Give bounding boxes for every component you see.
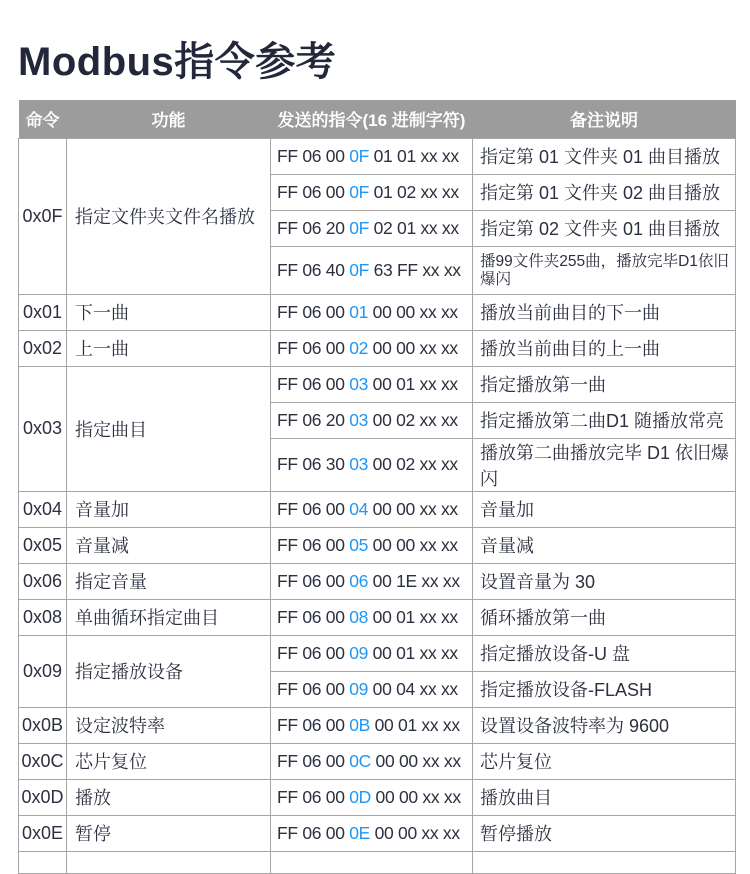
column-header-command: 命令 xyxy=(19,100,67,138)
table-row xyxy=(19,491,736,527)
hex-command-byte: 0F xyxy=(349,259,370,280)
hex-suffix: 00 00 xx xx xyxy=(370,822,460,843)
remarks-cell: 播放当前曲目的下一曲 xyxy=(473,294,736,330)
hex-command-cell xyxy=(271,527,473,563)
table-row xyxy=(19,527,736,563)
table-body xyxy=(19,138,736,873)
remarks-cell: 指定播放设备-FLASH xyxy=(473,671,736,707)
command-code-cell: 0x01 xyxy=(19,294,67,330)
remarks-cell: 播放第二曲播放完毕 D1 依旧爆闪 xyxy=(473,438,736,491)
function-cell: 上一曲 xyxy=(67,330,271,366)
hex-command-byte: 09 xyxy=(349,678,369,699)
hex-command-byte: 0D xyxy=(349,786,371,807)
command-code-cell: 0x0E xyxy=(19,815,67,851)
hex-prefix: FF 06 00 xyxy=(277,750,350,771)
command-code-cell: 0x03 xyxy=(19,366,67,491)
remarks-cell: 播99文件夹255曲，播放完毕D1依旧爆闪 xyxy=(473,246,736,294)
table-row xyxy=(19,138,736,174)
function-cell: 指定曲目 xyxy=(67,366,271,491)
hex-command-cell xyxy=(271,743,473,779)
hex-command-byte: 08 xyxy=(349,606,369,627)
command-code-cell: 0x0F xyxy=(19,138,67,294)
hex-prefix: FF 06 00 xyxy=(277,822,350,843)
hex-command-cell xyxy=(271,294,473,330)
table-row xyxy=(19,815,736,851)
hex-suffix: 63 FF xx xx xyxy=(369,259,461,280)
header-row xyxy=(19,100,736,138)
hex-command-byte: 0C xyxy=(349,750,371,771)
command-code-cell: 0x0B xyxy=(19,707,67,743)
hex-command-byte: 01 xyxy=(349,301,369,322)
empty-cell xyxy=(67,851,271,873)
table-row xyxy=(19,779,736,815)
hex-prefix: FF 06 00 xyxy=(277,337,350,358)
hex-suffix: 00 00 xx xx xyxy=(368,301,458,322)
table-header xyxy=(19,100,736,138)
column-header-remarks: 备注说明 xyxy=(473,100,736,138)
hex-prefix: FF 06 00 xyxy=(277,301,350,322)
hex-suffix: 00 04 xx xx xyxy=(368,678,458,699)
hex-command-byte: 03 xyxy=(349,409,369,430)
empty-cell xyxy=(473,851,736,873)
remarks-cell: 指定播放设备-U 盘 xyxy=(473,635,736,671)
table-row xyxy=(19,707,736,743)
function-cell: 播放 xyxy=(67,779,271,815)
function-cell: 下一曲 xyxy=(67,294,271,330)
hex-prefix: FF 06 00 xyxy=(277,642,350,663)
function-cell: 单曲循环指定曲目 xyxy=(67,599,271,635)
hex-prefix: FF 06 00 xyxy=(277,145,350,166)
hex-command-cell xyxy=(271,491,473,527)
table-row xyxy=(19,599,736,635)
hex-command-cell xyxy=(271,174,473,210)
hex-prefix: FF 06 00 xyxy=(277,181,350,202)
hex-suffix: 00 02 xx xx xyxy=(368,409,458,430)
remarks-cell: 暂停播放 xyxy=(473,815,736,851)
hex-command-cell xyxy=(271,635,473,671)
hex-command-cell xyxy=(271,815,473,851)
hex-command-cell xyxy=(271,707,473,743)
table-row xyxy=(19,635,736,671)
hex-command-cell xyxy=(271,438,473,491)
remarks-cell: 指定播放第二曲D1 随播放常亮 xyxy=(473,402,736,438)
hex-command-byte: 06 xyxy=(349,570,369,591)
partial-row xyxy=(19,851,736,873)
hex-prefix: FF 06 00 xyxy=(277,606,350,627)
command-code-cell: 0x09 xyxy=(19,635,67,707)
hex-command-cell xyxy=(271,671,473,707)
hex-command-byte: 09 xyxy=(349,642,369,663)
function-cell: 音量加 xyxy=(67,491,271,527)
hex-prefix: FF 06 40 xyxy=(277,259,350,280)
hex-suffix: 00 00 xx xx xyxy=(368,534,458,555)
hex-command-byte: 0F xyxy=(349,217,370,238)
function-cell: 指定音量 xyxy=(67,563,271,599)
hex-command-byte: 03 xyxy=(349,373,369,394)
function-cell: 芯片复位 xyxy=(67,743,271,779)
remarks-cell: 循环播放第一曲 xyxy=(473,599,736,635)
table-row xyxy=(19,366,736,402)
table-row xyxy=(19,563,736,599)
hex-prefix: FF 06 20 xyxy=(277,217,350,238)
command-code-cell: 0x04 xyxy=(19,491,67,527)
hex-prefix: FF 06 00 xyxy=(277,678,350,699)
hex-command-byte: 0F xyxy=(349,181,370,202)
remarks-cell: 设置音量为 30 xyxy=(473,563,736,599)
hex-command-cell xyxy=(271,402,473,438)
hex-command-byte: 0F xyxy=(349,145,370,166)
page-title: Modbus指令参考 xyxy=(18,40,337,84)
remarks-cell: 指定第 01 文件夹 02 曲目播放 xyxy=(473,174,736,210)
command-code-cell: 0x02 xyxy=(19,330,67,366)
remarks-cell: 指定播放第一曲 xyxy=(473,366,736,402)
empty-cell xyxy=(271,851,473,873)
modbus-command-table xyxy=(18,100,736,874)
hex-command-cell xyxy=(271,210,473,246)
hex-suffix: 00 01 xx xx xyxy=(368,373,458,394)
hex-prefix: FF 06 30 xyxy=(277,454,350,474)
remarks-cell: 播放当前曲目的上一曲 xyxy=(473,330,736,366)
hex-command-cell xyxy=(271,563,473,599)
hex-suffix: 00 01 xx xx xyxy=(370,714,460,735)
hex-prefix: FF 06 00 xyxy=(277,714,350,735)
column-header-function: 功能 xyxy=(67,100,271,138)
function-cell: 指定文件夹文件名播放 xyxy=(67,138,271,294)
hex-command-cell xyxy=(271,599,473,635)
hex-prefix: FF 06 20 xyxy=(277,409,350,430)
hex-command-byte: 05 xyxy=(349,534,369,555)
hex-suffix: 01 02 xx xx xyxy=(369,181,459,202)
empty-cell xyxy=(19,851,67,873)
remarks-cell: 设置设备波特率为 9600 xyxy=(473,707,736,743)
hex-suffix: 00 1E xx xx xyxy=(368,570,460,591)
remarks-cell: 音量减 xyxy=(473,527,736,563)
column-header-hex-command: 发送的指令(16 进制字符) xyxy=(271,100,473,138)
remarks-cell: 芯片复位 xyxy=(473,743,736,779)
hex-suffix: 00 01 xx xx xyxy=(368,642,458,663)
hex-suffix: 00 00 xx xx xyxy=(368,498,458,519)
table-row xyxy=(19,294,736,330)
hex-suffix: 00 00 xx xx xyxy=(370,750,461,771)
hex-prefix: FF 06 00 xyxy=(277,570,350,591)
hex-suffix: 01 01 xx xx xyxy=(369,145,459,166)
remarks-cell: 播放曲目 xyxy=(473,779,736,815)
hex-command-byte: 0B xyxy=(349,714,371,735)
hex-prefix: FF 06 00 xyxy=(277,373,350,394)
table-row xyxy=(19,330,736,366)
hex-prefix: FF 06 00 xyxy=(277,534,350,555)
command-code-cell: 0x06 xyxy=(19,563,67,599)
hex-suffix: 02 01 xx xx xyxy=(369,217,459,238)
hex-command-byte: 0E xyxy=(349,822,371,843)
hex-command-byte: 03 xyxy=(349,454,369,474)
remarks-cell: 音量加 xyxy=(473,491,736,527)
hex-suffix: 00 02 xx xx xyxy=(368,454,458,474)
hex-suffix: 00 01 xx xx xyxy=(368,606,458,627)
hex-suffix: 00 00 xx xx xyxy=(370,786,461,807)
remarks-cell: 指定第 01 文件夹 01 曲目播放 xyxy=(473,138,736,174)
hex-command-cell xyxy=(271,779,473,815)
function-cell: 指定播放设备 xyxy=(67,635,271,707)
hex-command-cell xyxy=(271,138,473,174)
function-cell: 暂停 xyxy=(67,815,271,851)
hex-command-cell xyxy=(271,246,473,294)
hex-command-byte: 02 xyxy=(349,337,369,358)
command-code-cell: 0x05 xyxy=(19,527,67,563)
command-code-cell: 0x08 xyxy=(19,599,67,635)
command-code-cell: 0x0C xyxy=(19,743,67,779)
remarks-cell: 指定第 02 文件夹 01 曲目播放 xyxy=(473,210,736,246)
function-cell: 设定波特率 xyxy=(67,707,271,743)
hex-command-cell xyxy=(271,366,473,402)
hex-command-byte: 04 xyxy=(349,498,369,519)
table-row xyxy=(19,743,736,779)
hex-prefix: FF 06 00 xyxy=(277,786,350,807)
hex-prefix: FF 06 00 xyxy=(277,498,350,519)
command-code-cell: 0x0D xyxy=(19,779,67,815)
function-cell: 音量减 xyxy=(67,527,271,563)
hex-suffix: 00 00 xx xx xyxy=(368,337,458,358)
hex-command-cell xyxy=(271,330,473,366)
